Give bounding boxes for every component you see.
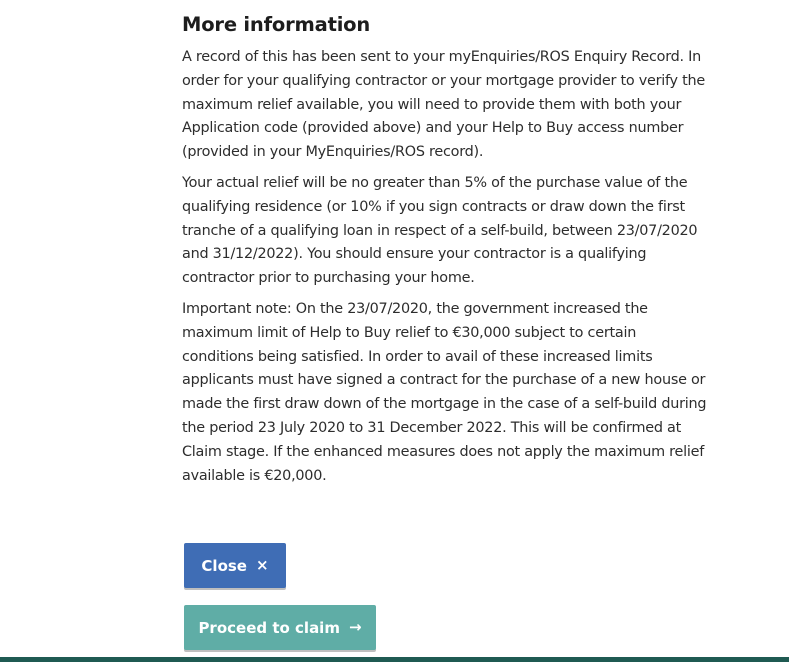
proceed-button-label: Proceed to claim [198, 618, 340, 637]
info-paragraph-important-note: Important note: On the 23/07/2020, the government increased the maximum limit of Help to Buy relief to €30,000 subject to certain conditions being satisfied. In order to avail of these increased limits applicants must have signed a contract for the purchase of a new house or made the first draw down of the mortgage in the case of a self-build during the period 23 July 2020 to 31 December 2022. This will be confirmed at Claim stage. If the enhanced measures does not apply the maximum relief available is €20,000. [182, 300, 707, 484]
close-button[interactable] [184, 543, 286, 588]
footer-bar [0, 657, 789, 662]
close-button-label: Close [201, 556, 247, 575]
close-icon: × [255, 556, 269, 574]
info-paragraph-relief: Your actual relief will be no greater than 5% of the purchase value of the qualifying residence (or 10% if you sign contracts or draw down the first tranche of a qualifying loan in respect of a self-build, between 23/07/2020 and 31/12/2022). You should ensure your contractor is a qualifying contractor prior to purchasing your home. [182, 174, 698, 287]
arrow-right-icon: → [348, 618, 362, 636]
more-information-section [182, 12, 707, 495]
section-heading: More information [182, 13, 371, 36]
proceed-to-claim-button[interactable] [184, 605, 376, 650]
info-paragraph-record: A record of this has been sent to your myEnquiries/ROS Enquiry Record. In order for your qualifying contractor or your mortgage provider to verify the maximum relief available, you will need to provide them with both your Application code (provided above) and your Help to Buy access number (provided in your MyEnquiries/ROS record). [182, 49, 706, 161]
